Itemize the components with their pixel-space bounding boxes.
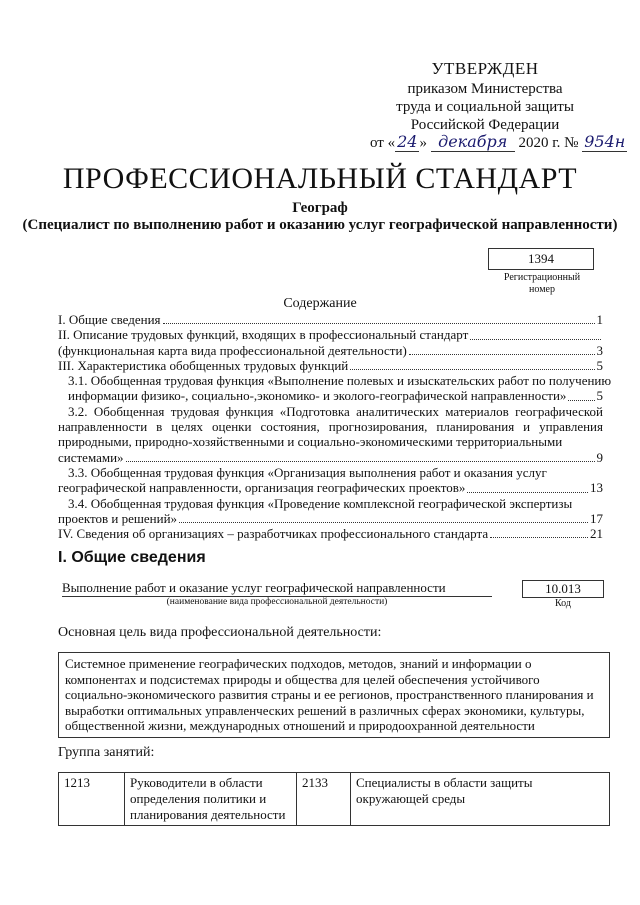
toc-item-4[interactable]: III. Характеристика обобщенных трудовых функций 5 bbox=[58, 357, 603, 373]
registration-number: 1394 bbox=[488, 248, 594, 270]
goal-text: Системное применение географических подходов, методов, знаний и информации о компонентах и подсистемах природы и общества для целей обеспечения устойчивого социально-экономического развития страны и ее регионов, пространственного планирования и выработки оптимальных управленческих решений в различных сферах экономики, культуры, общественной жизни, международных отношений и природоохранной деятельности bbox=[58, 652, 610, 738]
toc-3-3-page: 13 bbox=[590, 480, 603, 496]
approval-line-3: Российской Федерации bbox=[410, 117, 560, 133]
activity-code-caption: Код bbox=[555, 598, 571, 609]
toc-item-3-2[interactable] bbox=[58, 404, 603, 465]
approval-line-1: приказом Министерства bbox=[407, 81, 563, 97]
order-quote: » bbox=[419, 135, 427, 151]
order-number: 954н bbox=[584, 132, 626, 151]
approval-heading: УТВЕРЖДЕН bbox=[431, 59, 539, 78]
order-day: 24 bbox=[397, 132, 418, 151]
document-title: ПРОФЕССИОНАЛЬНЫЙ СТАНДАРТ bbox=[62, 162, 578, 195]
order-from: от « bbox=[370, 135, 396, 151]
toc-item-3-4[interactable] bbox=[58, 496, 603, 527]
group-name-2: Специалисты в области защиты окружающей среды bbox=[351, 773, 610, 826]
goal-label: Основная цель вида профессиональной деятельности: bbox=[58, 625, 382, 640]
activity-kind-caption: (наименование вида профессиональной деятельности) bbox=[166, 597, 388, 607]
toc-3-2-last: системами» bbox=[58, 449, 124, 465]
group-code-2: 2133 bbox=[297, 773, 351, 826]
toc-3-1-page: 5 bbox=[596, 388, 603, 404]
section-heading: I. Общие сведения bbox=[58, 549, 206, 566]
toc-item-3-1[interactable] bbox=[58, 373, 612, 404]
approval-block bbox=[350, 60, 620, 134]
toc-3-2-page: 9 bbox=[596, 449, 603, 465]
toc-3-3-line1: 3.3. Обобщенная трудовая функция «Организация выполнения работ и оказания услуг bbox=[68, 464, 547, 480]
profession-name: Географ bbox=[292, 200, 348, 216]
toc-3-3-line2: географической направленности, организация географических проектов» bbox=[58, 480, 466, 496]
document-subtitle bbox=[20, 200, 620, 234]
toc-3-4-line2: проектов и решений» bbox=[58, 510, 178, 526]
group-label: Группа занятий: bbox=[58, 745, 155, 760]
occupation-group-table bbox=[58, 772, 610, 826]
toc-3-2-body: 3.2. Обобщенная трудовая функция «Подготовка аналитических материалов географической направленности в целях оценки состояния, прогнозирования, планирования и управления природными, природно-хозяйственными и социально-экономическими территориальными bbox=[58, 403, 603, 450]
toc-item-3-3[interactable] bbox=[58, 465, 603, 496]
activity-code: 10.013 bbox=[522, 580, 604, 598]
group-code-1: 1213 bbox=[59, 773, 125, 826]
contents-title: Содержание bbox=[283, 296, 357, 311]
profession-description: (Специалист по выполнению работ и оказанию услуг географической направленности) bbox=[22, 217, 618, 233]
table-of-contents bbox=[58, 312, 612, 542]
table-row bbox=[59, 773, 610, 826]
activity-kind: Выполнение работ и оказание услуг географической направленности bbox=[62, 580, 492, 597]
toc-item-1[interactable]: I. Общие сведения 1 bbox=[58, 312, 603, 327]
toc-item-3[interactable]: (функциональная карта вида профессиональной деятельности) 3 bbox=[58, 342, 603, 358]
toc-item-5[interactable]: IV. Сведения об организациях – разработчиках профессионального стандарта 21 bbox=[58, 526, 603, 542]
toc-item-2[interactable]: II. Описание трудовых функций, входящих в профессиональный стандарт bbox=[58, 327, 603, 342]
order-date-line bbox=[370, 132, 630, 152]
registration-label: Регистрационный номер bbox=[503, 272, 581, 295]
toc-3-4-page: 17 bbox=[590, 510, 603, 526]
order-month: декабря bbox=[431, 132, 515, 152]
toc-3-4-line1: 3.4. Обобщенная трудовая функция «Проведение комплексной географической экспертизы bbox=[68, 495, 573, 511]
toc-3-1-line2: информации физико-, социально-,экономико- и эколого-географической направленности» bbox=[68, 388, 567, 404]
toc-3-1-line1: 3.1. Обобщенная трудовая функция «Выполнение полевых и изыскательских работ по получению bbox=[68, 373, 612, 389]
group-name-1: Руководители в области определения политики и планирования деятельности bbox=[125, 773, 297, 826]
approval-line-2: труда и социальной защиты bbox=[396, 99, 574, 115]
order-year: 2020 г. № bbox=[518, 135, 579, 151]
